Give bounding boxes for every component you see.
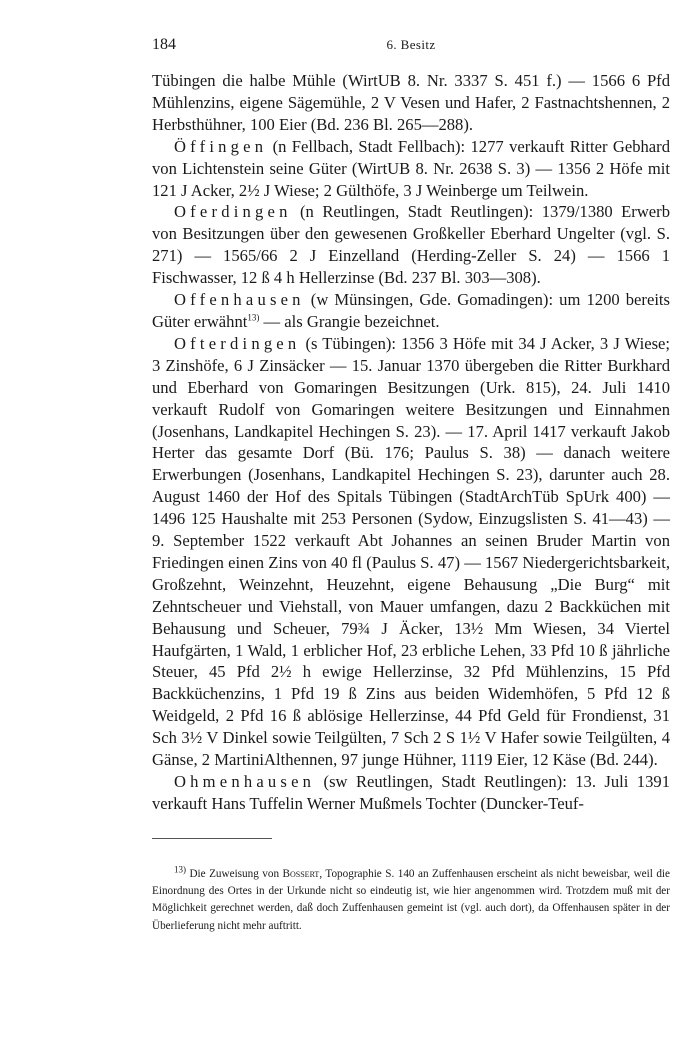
footnotes (152, 866, 670, 935)
footnote-text: , Topographie S. 140 an Zuffenhausen erscheint als nicht beweisbar, weil die Einordnung des Ortes in der Urkunde nicht so eindeutig ist, wie hier angenommen wird. Trotzdem muß mit der Möglichkeit gerechnet werden, daß doch Zuffenhausen gemeint ist (vgl. auch dort), da Offenhausen später in der Überlieferung nicht mehr auftritt. (152, 868, 670, 932)
paragraph-tuebingen (152, 70, 670, 136)
paragraph-ofterdingen (152, 333, 670, 771)
paragraph-text: (sw Reutlingen, Stadt Reutlingen): 13. Juli 1391 verkauft Hans Tuffelin Werner Mußmels Tochter (Duncker-Teuf- (152, 772, 670, 813)
place-name: Offenhausen (174, 290, 305, 310)
main-text (152, 70, 670, 815)
place-name: Öffingen (174, 136, 268, 156)
place-name: Ohmenhausen (174, 772, 316, 791)
running-title: 6. Besitz (386, 37, 436, 52)
footnote-reference: 13) (247, 312, 260, 323)
paragraph-ohmenhausen (152, 771, 670, 815)
footnote-text: Die Zuweisung von (186, 868, 283, 880)
footnote-marker: 13) (174, 864, 186, 875)
paragraph-oeffingen (152, 136, 670, 202)
paragraph-text: Tübingen die halbe Mühle (WirtUB 8. Nr. 3337 S. 451 f.) — 1566 6 Pfd Mühlenzins, eigene Sägemühle, 2 V Vesen und Hafer, 2 Fastnachtshennen, 2 Herbsthühner, 100 Eier (Bd. 236 Bl. 265—288). (152, 71, 670, 134)
place-name: Oferdingen (174, 202, 292, 222)
page-number: 184 (152, 36, 176, 53)
page-header (152, 36, 670, 58)
paragraph-text: (s Tübingen): 1356 3 Höfe mit 34 J Acker, 3 J Wiese; 3 Zinshöfe, 6 J Zinsäcker — 15. Januar 1370 übergeben die Ritter Burkhard und Eberhard von Gomaringen Besitzungen (Urk. 815), 24. Juli 1410 verkauft Rudolf von Gomaringen weitere Besitzungen und Einnahmen (Josenhans, Landkapitel Hechingen S. 23). — 17. April 1417 verkauft Jakob Herter das gesamte Dorf (Bü. 176; Paulus S. 38) — danach weitere Erwerbungen (Josenhans, Landkapitel Hechingen S. 23), darunter auch 28. August 1460 der Hof des Spitals Tübingen (StadtArchTüb SpUrk 400) — 1496 125 Haushalte mit 253 Personen (Sydow, Einzugslisten S. 41—43) — 9. September 1522 verkauft Abt Johannes an seinen Bruder Martin von Friedingen einen Zins von 40 fl (Paulus S. 47) — 1567 Niedergerichtsbarkeit, Großzehnt, Weinzehnt, Heuzehnt, eigene Behausung „Die Burg“ mit Zehntscheuer und Viehstall, von Mauer umfangen, dazu 2 Backküchen mit Behausung und Scheuer, 79¾ J Äcker, 13½ Mm Wiesen, 34 Viertel Haufgärten, 1 Wald, 1 erblicher Hof, 23 erbliche Lehen, 33 Pfd 10 ß jährliche Steuer, 45 Pfd 2½ h ewige Hellerzinse, 32 Pfd Mühlenzins, 15 Pfd Backküchenzins, 1 Pfd 19 ß Zins aus beiden Widemhöfen, 5 Pfd 12 ß Weidgeld, 2 Pfd 16 ß ablösige Hellerzinse, 44 Pfd Geld für Frondienst, 31 Sch 3½ V Dinkel sowie Teilgülten, 7 Sch 2 S 1½ V Hafer sowie Teilgülten, 4 Gänse, 2 MartiniAlthennen, 97 junge Hühner, 1119 Eier, 12 Käse (Bd. 244). (152, 333, 670, 770)
paragraph-text: (w Münsingen, Gde. Gomadingen): um 1200 bereits Güter erwähnt (152, 290, 670, 331)
place-name: Ofterdingen (174, 333, 301, 353)
footnote-divider (152, 838, 272, 839)
paragraph-text: (n Fellbach, Stadt Fellbach): 1277 verkauft Ritter Gebhard von Lichtenstein seine Güter (WirtUB 8. Nr. 2638 S. 3) — 1356 2 Höfe mit 121 J Acker, 2½ J Wiese; 2 Gülthöfe, 3 J Weinberge um Teilwein. (152, 136, 670, 200)
paragraph-text: (n Reutlingen, Stadt Reutlingen): 1379/1380 Erwerb von Besitzungen über den gewesenen Großkeller Eberhard Ungelter (vgl. S. 271) — 1565/66 2 J Einzelland (Herding-Zeller S. 24) — 1566 1 Fischwasser, 12 ß 4 h Hellerzinse (Bd. 237 Bl. 303—308). (152, 202, 670, 288)
paragraph-oferdingen (152, 201, 670, 289)
footnote-13 (152, 866, 670, 935)
author-name: Bossert (282, 868, 320, 880)
paragraph-text: — als Grangie bezeichnet. (259, 311, 440, 331)
paragraph-offenhausen (152, 289, 670, 333)
